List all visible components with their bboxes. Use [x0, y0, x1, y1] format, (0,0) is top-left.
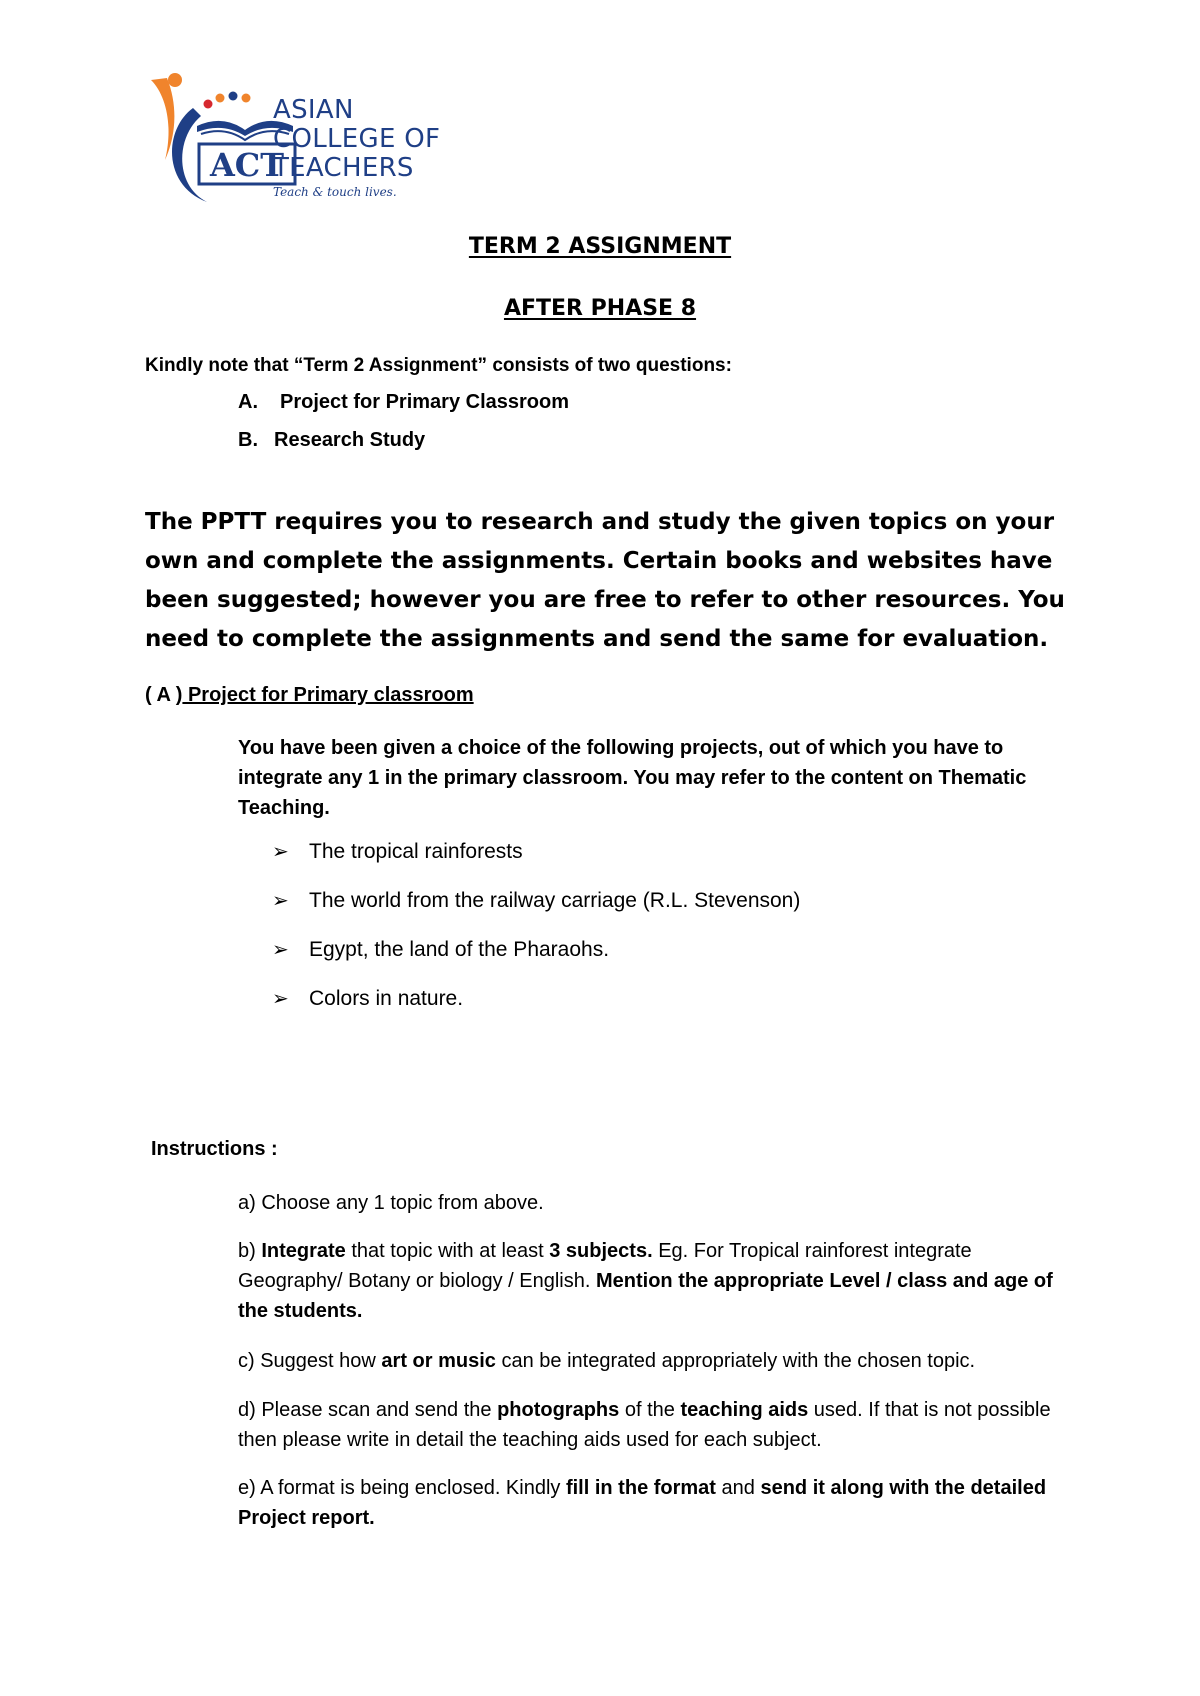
instruction-c: c) Suggest how art or music can be integrated appropriately with the chosen topic.	[238, 1350, 976, 1372]
logo-line-3: TEACHERS	[273, 153, 414, 183]
option-a	[238, 391, 569, 414]
project-item-text: Colors in nature.	[309, 987, 464, 1010]
logo-line-2: COLLEGE OF	[273, 124, 441, 154]
option-a-letter: A.	[238, 391, 258, 413]
instruction-a: a) Choose any 1 topic from above.	[238, 1192, 544, 1214]
project-item-text: The tropical rainforests	[309, 840, 523, 863]
section-a-heading	[145, 684, 474, 707]
project-item-text: Egypt, the land of the Pharaohs.	[309, 938, 610, 961]
section-a-prefix: ( A )	[145, 684, 183, 706]
arrow-bullet-icon: ➢	[272, 988, 289, 1010]
project-choice-text: You have been given a choice of the following projects, out of which you have to integrate any 1 in the primary classroom. You may refer to the content on Thematic Teaching.	[238, 737, 1027, 819]
arrow-bullet-icon: ➢	[272, 890, 289, 912]
option-a-text: Project for Primary Classroom	[280, 391, 569, 413]
list-item	[272, 889, 800, 938]
questions-note: Kindly note that “Term 2 Assignment” consists of two questions:	[145, 355, 732, 376]
project-item-text: The world from the railway carriage (R.L. Stevenson)	[309, 889, 801, 912]
section-a-title: Project for Primary classroom	[182, 684, 474, 706]
logo-tagline: Teach & touch lives.	[273, 185, 397, 199]
arrow-bullet-icon: ➢	[272, 841, 289, 863]
list-item	[272, 987, 800, 1036]
instruction-e: e) A format is being enclosed. Kindly fill in the format and send it along with the detailed Project report.	[238, 1477, 1047, 1529]
logo-wordmark	[273, 96, 440, 199]
list-item	[272, 938, 800, 987]
logo-monogram: ACT	[209, 146, 285, 184]
instruction-d: d) Please scan and send the photographs of the teaching aids used. If that is not possible then please write in detail the teaching aids used for each subject.	[238, 1399, 1051, 1451]
option-b	[238, 429, 425, 452]
project-list	[272, 840, 800, 1036]
college-logo	[145, 68, 485, 208]
option-b-text: Research Study	[274, 429, 426, 451]
intro-paragraph: The PPTT requires you to research and study the given topics on your own and complete the assignments. Certain books and websites have been suggested; however you are free to refer to other resources. You need to complete the assignments and send the same for evaluation.	[145, 509, 1065, 652]
page-subtitle: AFTER PHASE 8	[503, 296, 697, 321]
instructions-heading: Instructions :	[151, 1138, 278, 1160]
instruction-b: b) Integrate that topic with at least 3 subjects. Eg. For Tropical rainforest integrate Geography/ Botany or biology / English. Mention the appropriate Level / class and age of the students.	[238, 1240, 1053, 1322]
list-item	[272, 840, 800, 889]
logo-line-1: ASIAN	[273, 95, 354, 125]
option-b-letter: B.	[238, 429, 258, 451]
page-title: TERM 2 ASSIGNMENT	[468, 234, 732, 259]
arrow-bullet-icon: ➢	[272, 939, 289, 961]
